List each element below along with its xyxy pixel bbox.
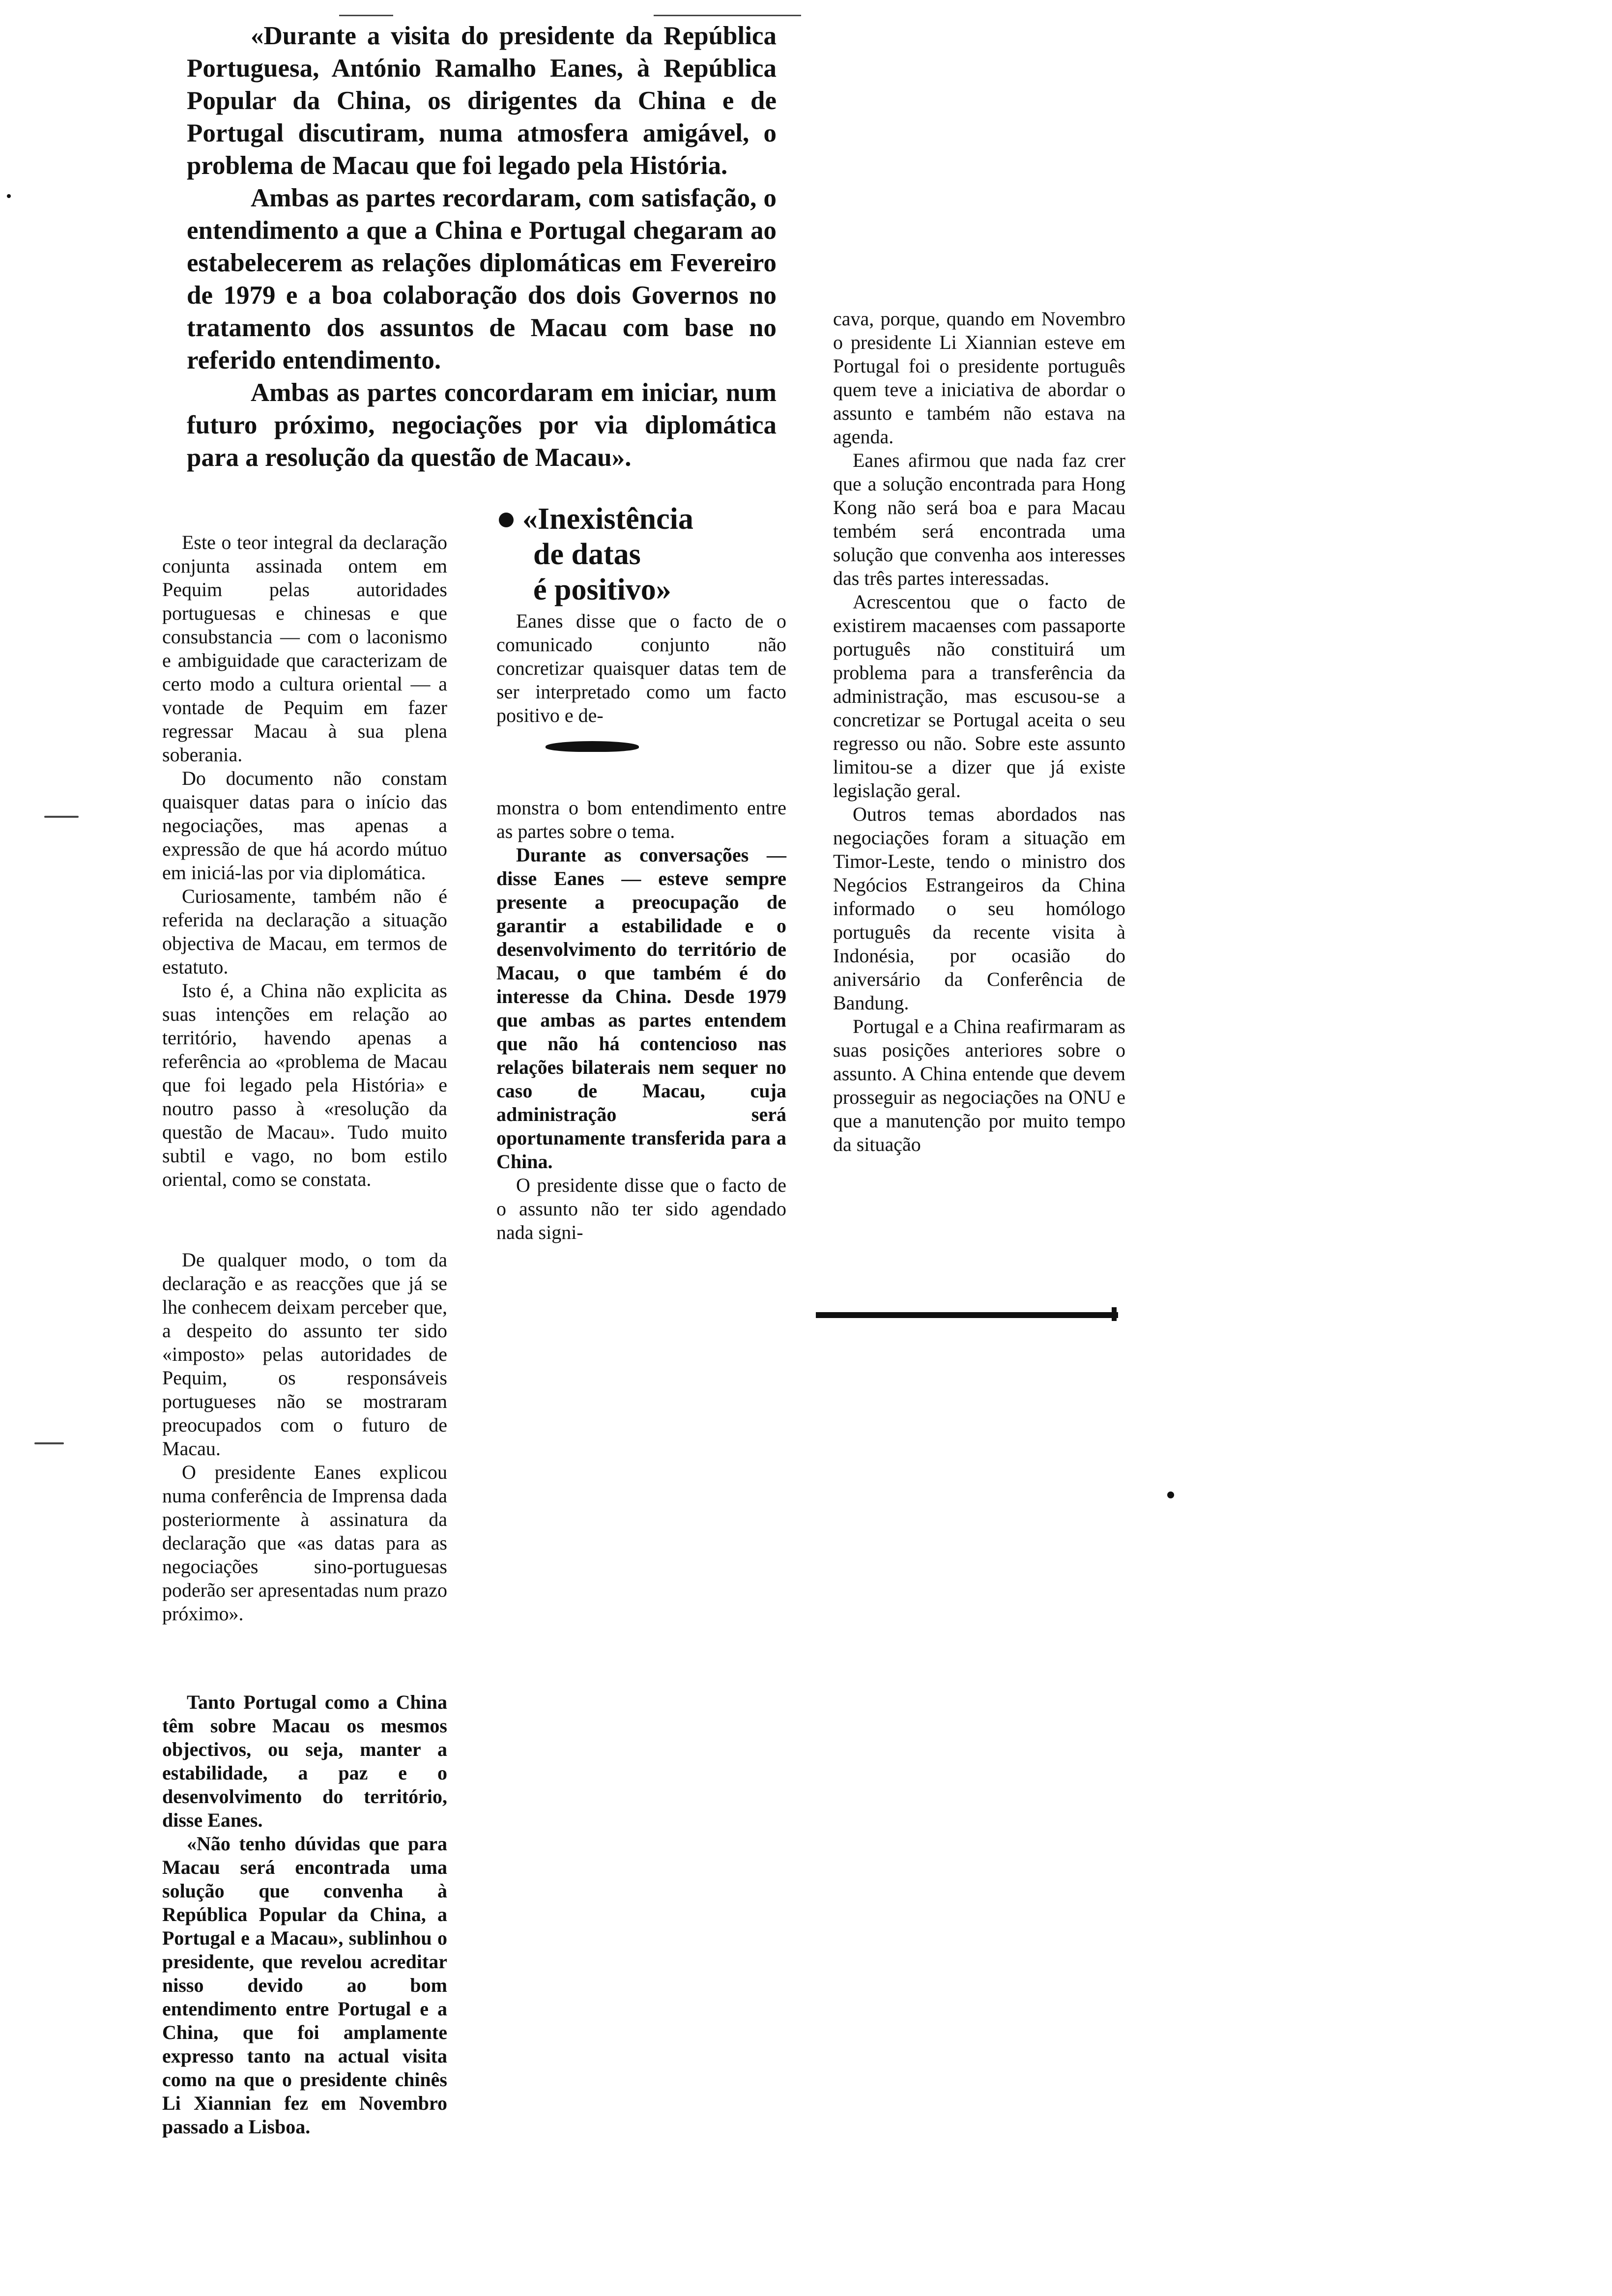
ink-mark: [546, 741, 639, 752]
body-paragraph: «Não tenho dúvidas que para Macau será encontrada uma solução que convenha à República Popular da China, a Portugal e a Macau», sublinhou o presidente, que revelou acreditar nisso devido ao bom entendimento entre Portugal e a China, que foi amplamente expresso tanto na actual visita como na que o presidente chinês Li Xiannian fez em Novembro passado a Lisboa.: [162, 1833, 447, 2138]
body-paragraph: O presidente Eanes explicou numa conferência de Imprensa dada posteriormente à assinatura da declaração que «as datas para as negociações sino-portuguesas poderão ser apresentadas num prazo próximo».: [162, 1461, 447, 1625]
column-2-part-a: [496, 609, 786, 727]
column-1-part-b: [162, 1248, 447, 1626]
body-paragraph: Eanes afirmou que nada faz crer que a solução encontrada para Hong Kong não será boa e para Macau tembém será encontrada uma solução que convenha aos interesses das três partes interessadas.: [833, 449, 1125, 589]
body-paragraph: Este o teor integral da declaração conjunta assinada ontem em Pequim pelas autoridades portuguesas e chinesas e que consubstancia — com o laconismo e ambiguidade que caracterizam de certo modo a cultura oriental — a vontade de Pequim em fazer regressar Macau à sua plena soberania.: [162, 531, 447, 766]
body-paragraph: O presidente disse que o facto de o assunto não ter sido agendado nada signi-: [496, 1174, 786, 1243]
lead-paragraph: Ambas as partes recordaram, com satisfação, o entendimento a que a China e Portugal chegaram ao estabelecerem as relações diplomáticas em Fevereiro de 1979 e a boa colaboração dos dois Governos no tratamento dos assuntos de Macau com base no referido entendimento.: [187, 184, 777, 374]
column-1-part-a: [162, 531, 447, 1191]
subheading-line: é positivo»: [533, 573, 671, 606]
lead-paragraph: Ambas as partes concordaram em iniciar, num futuro próximo, negociações por via diplomática para a resolução da questão de Macau».: [187, 378, 777, 472]
body-paragraph: Isto é, a China não explicita as suas intenções em relação ao território, havendo apenas a referência ao «problema de Macau que foi legado pela História» e noutro passo à «resolução da questão de Macau». Tudo muito subtil e vago, no bom estilo oriental, como se constata.: [162, 979, 447, 1190]
lead-paragraph: «Durante a visita do presidente da República Portuguesa, António Ramalho Eanes, à República Popular da China, os dirigentes da China e de Portugal discutiram, numa atmosfera amigável, o problema de Macau que foi legado pela História.: [187, 22, 777, 180]
body-paragraph: Outros temas abordados nas negociações foram a situação em Timor-Leste, tendo o ministro dos Negócios Estrangeiros da China informado o seu homólogo português da recente visita à Indonésia, por ocasião do aniversário da Conferência de Bandung.: [833, 803, 1125, 1014]
scan-speck: [654, 15, 801, 16]
subheading: [499, 501, 784, 607]
body-paragraph: Do documento não constam quaisquer datas para o início das negociações, mas apenas a expressão de que há acordo mútuo em iniciá-las por via diplomática.: [162, 767, 447, 884]
end-rule: [816, 1312, 1118, 1318]
body-paragraph: Curiosamente, também não é referida na declaração a situação objectiva de Macau, em termos de estatuto.: [162, 885, 447, 978]
body-paragraph: Acrescentou que o facto de existirem macaenses com passaporte português não constituirá um problema para a transferência da administração, mas escusou-se a concretizar se Portugal aceita o seu regresso ou não. Sobre este assunto limitou-se a dizer que já existe legislação geral.: [833, 591, 1125, 802]
scan-speck: [7, 194, 11, 198]
body-paragraph: Tanto Portugal como a China têm sobre Macau os mesmos objectivos, ou seja, manter a estabilidade, a paz e o desenvolvimento do território, disse Eanes.: [162, 1691, 447, 1831]
scan-speck: [34, 1442, 64, 1444]
body-paragraph: Durante as conversações — disse Eanes — esteve sempre presente a preocupação de garantir a estabilidade e o desenvolvimento do território de Macau, o que também é do interesse da China. Desde 1979 que ambas as partes entendem que não há contencioso nas relações bilaterais nem sequer no caso de Macau, cuja administração será oportunamente transferida para a China.: [496, 844, 786, 1173]
scan-speck: [44, 816, 79, 818]
lead-declaration: [187, 20, 777, 474]
bullet-icon: [499, 513, 514, 527]
scan-speck: [1167, 1492, 1174, 1498]
body-paragraph: Eanes disse que o facto de o comunicado conjunto não concretizar quaisquer datas tem de ser interpretado como um facto positivo e de-: [496, 610, 786, 726]
subheading-line: de datas: [533, 538, 641, 571]
end-rule-cap: [1112, 1307, 1117, 1321]
column-2-part-b: [496, 796, 786, 1244]
body-paragraph: Portugal e a China reafirmaram as suas posições anteriores sobre o assunto. A China entende que devem prosseguir as negociações na ONU e que a manutenção por muito tempo da situação: [833, 1015, 1125, 1155]
scan-speck: [339, 15, 393, 16]
column-3: [833, 307, 1125, 1156]
subheading-line: «Inexistência: [499, 501, 784, 537]
body-paragraph: De qualquer modo, o tom da declaração e as reacções que já se lhe conhecem deixam perceber que, a despeito do assunto ter sido «imposto» pelas autoridades de Pequim, os responsáveis portugueses não se mostraram preocupados com o futuro de Macau.: [162, 1249, 447, 1460]
body-paragraph: monstra o bom entendimento entre as partes sobre o tema.: [496, 797, 786, 842]
body-paragraph: cava, porque, quando em Novembro o presidente Li Xiannian esteve em Portugal foi o presidente português quem teve a iniciativa de abordar o assunto e também não estava na agenda.: [833, 308, 1125, 448]
column-1-part-c: [162, 1691, 447, 2139]
